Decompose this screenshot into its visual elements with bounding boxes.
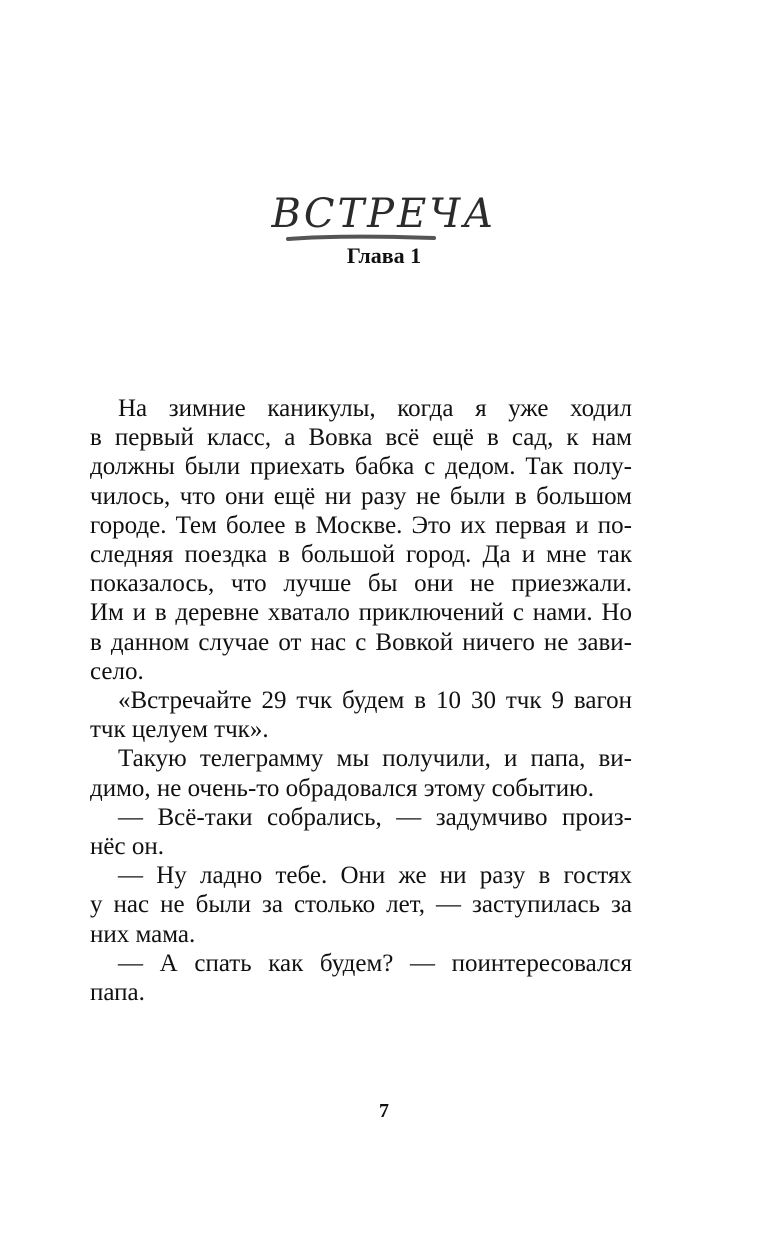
page-number: 7: [379, 1100, 389, 1122]
text-line: Такую телеграмму мы получили, и папа, ви-: [118, 745, 632, 773]
text-line: следняя поездка в большой город. Да и мне так: [90, 541, 632, 569]
text-line: — Всё-таки собрались, — задумчиво произ-: [118, 803, 632, 831]
text-line: у нас не были за столько лет, — заступилась за: [90, 891, 632, 919]
text-line: село.: [90, 657, 144, 685]
body-text: [90, 394, 632, 1007]
text-line: димо, не очень-то обрадовался этому событию.: [90, 774, 595, 802]
paragraph: [90, 394, 632, 686]
text-line: них мама.: [90, 920, 196, 948]
text-line: — А спать как будем? — поинтересовался: [118, 949, 632, 977]
chapter-title: ВСТРЕЧА: [271, 191, 497, 237]
text-line: должны были приехать бабка с дедом. Так полу-: [90, 453, 632, 481]
paragraph: [90, 861, 632, 949]
paragraph: [90, 803, 632, 861]
text-line: в первый класс, а Вовка всё ещё в сад, к нам: [90, 424, 632, 452]
text-line: «Встречайте 29 тчк будем в 10 30 тчк 9 вагон: [118, 687, 632, 715]
text-line: нёс он.: [90, 833, 164, 861]
text-line: папа.: [90, 979, 145, 1007]
text-line: городе. Тем более в Москве. Это их первая и по-: [90, 511, 632, 539]
paragraph: [90, 949, 632, 1007]
text-line: в данном случае от нас с Вовкой ничего не зави-: [90, 628, 632, 656]
paragraph: [90, 686, 632, 744]
chapter-label: Глава 1: [346, 243, 422, 268]
text-line: — Ну ладно тебе. Они же ни разу в гостях: [118, 862, 632, 890]
text-line: Им и в деревне хватало приключений с нами. Но: [90, 599, 632, 627]
text-line: На зимние каникулы, когда я уже ходил: [118, 395, 632, 422]
title-underline-decoration: [286, 234, 436, 242]
paragraph: [90, 744, 632, 802]
text-line: показалось, что лучше бы они не приезжали.: [90, 570, 632, 598]
text-line: тчк целуем тчк».: [90, 716, 269, 744]
text-line: чилось, что они ещё ни разу не были в большом: [90, 482, 632, 510]
